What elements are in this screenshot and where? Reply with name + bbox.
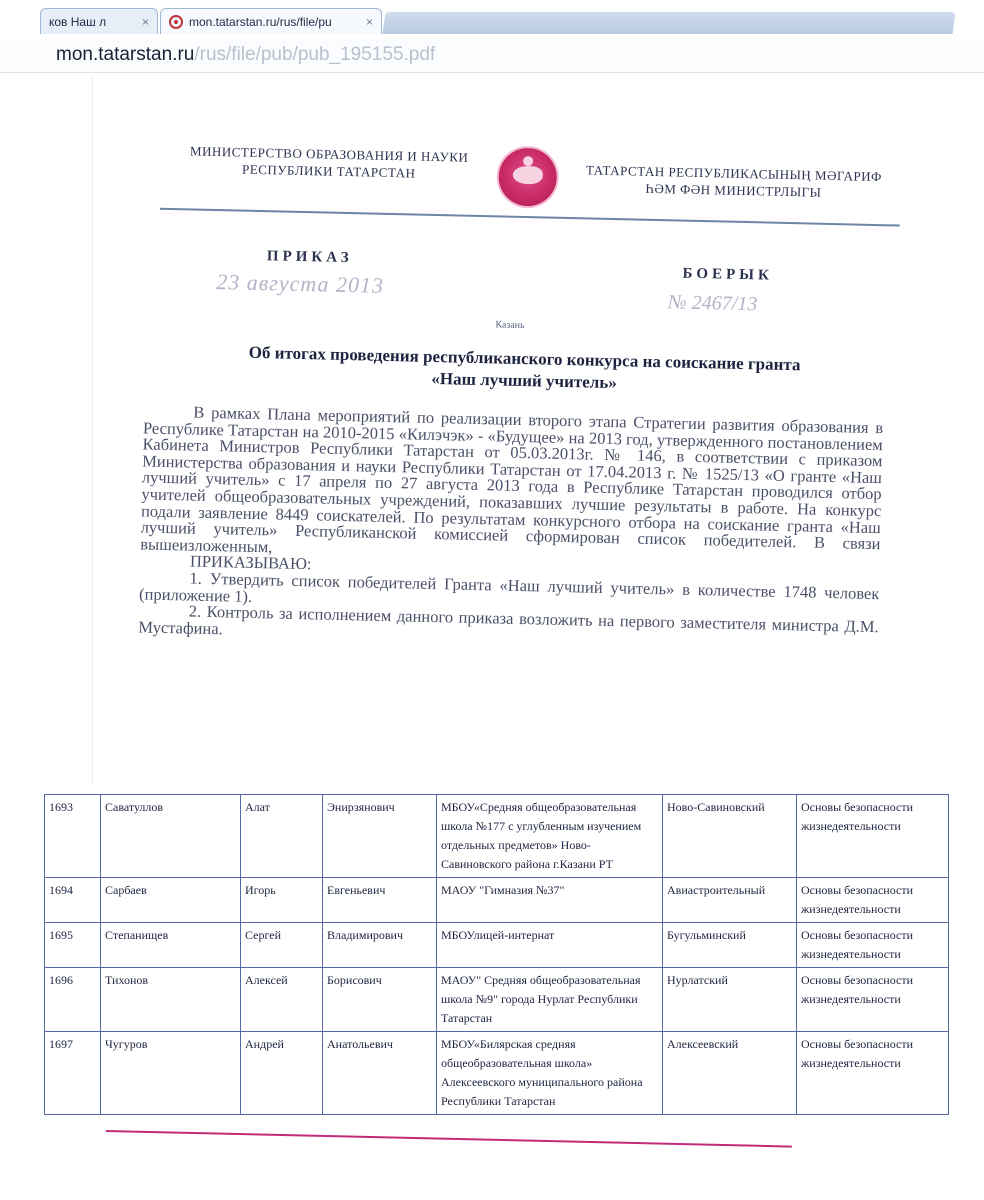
cell-school: МБОУ«Билярская средняя общеобразовательная школа» Алексеевского муниципального района Республики Татарстан: [437, 1032, 663, 1115]
order-number: № 2467/13: [667, 291, 758, 316]
tab-1-label: ков Наш л: [49, 14, 107, 29]
boeryk-label: БОЕРЫК: [682, 265, 774, 284]
cell-surname: Тихонов: [101, 968, 241, 1032]
table-row: [45, 1032, 949, 1115]
cell-district: Ново-Савиновский: [663, 795, 797, 878]
cell-subject: Основы безопасности жизнедеятельности: [797, 1032, 949, 1115]
winners-table-wrapper: [44, 794, 948, 1115]
browser-tab-1[interactable]: [40, 8, 158, 34]
url-path: /rus/file/pub/pub_195155.pdf: [194, 44, 436, 65]
cell-num: 1693: [45, 795, 101, 878]
cell-district: Бугульминский: [663, 923, 797, 968]
cell-num: 1697: [45, 1032, 101, 1115]
cell-name: Сергей: [241, 923, 323, 968]
order-item-2: 2. Контроль за исполнением данного приказа возложить на первого заместителя министра Д.М. Мустафина.: [138, 601, 879, 639]
cell-patronymic: Анатольевич: [323, 1032, 437, 1115]
pdf-page: [92, 76, 949, 784]
document-body: [138, 403, 883, 652]
cell-subject: Основы безопасности жизнедеятельности: [797, 878, 949, 923]
cell-district: Нурлатский: [663, 968, 797, 1032]
emblem-leopard: [513, 166, 543, 185]
cell-num: 1696: [45, 968, 101, 1032]
document-content: [85, 66, 957, 793]
browser-tab-2[interactable]: [160, 8, 382, 34]
tatarstan-emblem-icon: [498, 147, 557, 206]
pen-underline-mark: [106, 1130, 792, 1148]
cell-school: МБОУлицей-интернат: [437, 923, 663, 968]
table-row: [45, 878, 949, 923]
ministry-header-ru: МИНИСТЕРСТВО ОБРАЗОВАНИЯ И НАУКИ РЕСПУБЛИКИ ТАТАРСТАН: [189, 143, 469, 181]
cell-surname: Сарбаев: [101, 878, 241, 923]
table-row: [45, 968, 949, 1032]
cell-district: Авиастроительный: [663, 878, 797, 923]
table-row: [45, 795, 949, 878]
cell-subject: Основы безопасности жизнедеятельности: [797, 795, 949, 878]
cell-name: Андрей: [241, 1032, 323, 1115]
cell-school: МАОУ "Гимназия №37": [437, 878, 663, 923]
table-row: [45, 923, 949, 968]
tab-2-label: mon.tatarstan.ru/rus/file/pu: [189, 14, 332, 29]
document-title: [154, 340, 895, 401]
cell-surname: Степанищев: [101, 923, 241, 968]
cell-name: Игорь: [241, 878, 323, 923]
cell-patronymic: Евгеньевич: [323, 878, 437, 923]
command-line: ПРИКАЗЫВАЮ:: [189, 551, 312, 574]
order-item-1: 1. Утвердить список победителей Гранта «Наш лучший учитель» в количестве 1748 человек (приложение 1).: [138, 568, 880, 606]
main-paragraph: В рамках Плана мероприятий по реализации второго этапа Стратегии развития образования в Республике Татарстан на 2010-2015 «Килэчэк» - «Будущее» на 2013 год, утвержденного постановлением Кабинета Министров Республики Татарстан от 05.03.2013г. № 146, в соответствии с приказом Министерства образования и науки Республики Татарстан от 17.04.2013 г. № 1525/13 «О гранте «Наш лучший учитель» с 17 апреля по 27 августа 2013 года в Республике Татарстан проводился отбор учителей общеобразовательных учреждений, показавших лучшие результаты в работе. На конкурс подали заявление 8449 соискателей. По результатам конкурсного отбора на соискание гранта «Наш лучший учитель» Республиканской комиссией сформирован список победителей. В связи вышеизложенным,: [140, 402, 884, 557]
tab-1-close-icon[interactable]: ×: [141, 14, 149, 29]
site-favicon-icon: [169, 15, 183, 29]
url-host: mon.tatarstan.ru: [56, 44, 195, 65]
city-label: Казань: [495, 319, 525, 332]
cell-district: Алексеевский: [663, 1032, 797, 1115]
title-line-2: «Наш лучший учитель»: [431, 368, 618, 393]
cell-school: МАОУ" Средняя общеобразовательная школа №9" города Нурлат Республики Татарстан: [437, 968, 663, 1032]
cell-name: Алексей: [241, 968, 323, 1032]
url-text[interactable]: [56, 44, 435, 66]
cell-patronymic: Борисович: [323, 968, 437, 1032]
cell-patronymic: Энирзянович: [323, 795, 437, 878]
tab-2-close-icon[interactable]: ×: [365, 14, 373, 29]
cell-subject: Основы безопасности жизнедеятельности: [797, 968, 949, 1032]
new-tab-button[interactable]: [382, 12, 955, 34]
cell-patronymic: Владимирович: [323, 923, 437, 968]
cell-surname: Чугуров: [101, 1032, 241, 1115]
emblem-sun: [523, 156, 533, 166]
cell-num: 1694: [45, 878, 101, 923]
ministry-header-tt: ТАТАРСТАН РЕСПУБЛИКАСЫНЫҢ МӘГАРИФ ҺӘМ ФӘН МИНИСТРЛЫГЫ: [585, 162, 883, 200]
title-line-1: Об итогах проведения республиканского конкурса на соискание гранта: [248, 342, 801, 375]
cell-school: МБОУ«Средняя общеобразовательная школа №177 с углубленным изучением отдельных предметов» Ново-Савиновского района г.Казани РТ: [437, 795, 663, 878]
cell-surname: Саватуллов: [101, 795, 241, 878]
cell-num: 1695: [45, 923, 101, 968]
order-date: 23 августа 2013: [216, 269, 385, 298]
cell-subject: Основы безопасности жизнедеятельности: [797, 923, 949, 968]
browser-tab-bar: [0, 0, 984, 40]
order-label: ПРИКАЗ: [266, 248, 353, 267]
winners-table: [44, 794, 949, 1115]
cell-name: Алат: [241, 795, 323, 878]
header-divider: [160, 208, 900, 227]
